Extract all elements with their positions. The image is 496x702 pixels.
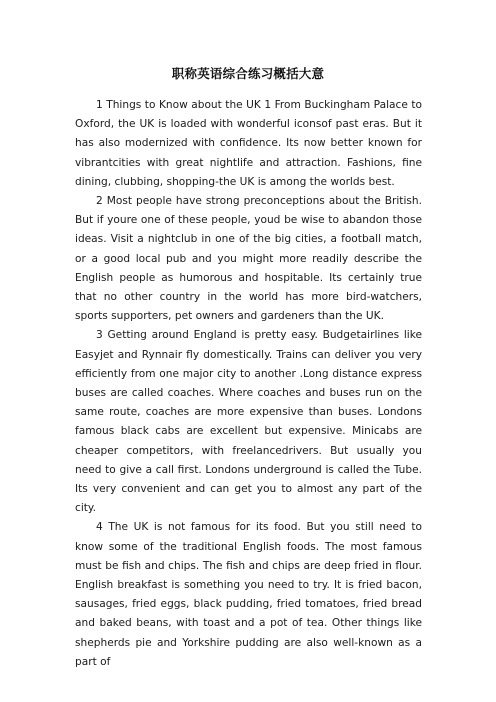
paragraph-2: 2 Most people have strong preconceptions about the British. But if youre one of these people, youd be wise to abandon those ideas. Visit a nightclub in one of the big cities, a football match, or a good local pub and you might more readily describe the English people as humorous and hospitable. Its certainly true that no other country in the world has more bird-watchers, sports supporters, pet owners and gardeners than the UK.	[75, 195, 422, 323]
paragraph-1: 1 Things to Know about the UK 1 From Buckingham Palace to Oxford, the UK is loaded with wonderful iconsof past eras. But it has also modernized with confidence. Its now better known for vibrantcities with great nightlife and attraction. Fashions, fine dining, clubbing, shopping-the UK is among the worlds best.	[75, 99, 422, 188]
paragraph-3: 3 Getting around England is pretty easy. Budgetairlines like Easyjet and Rynnair fly domestically. Trains can deliver you very efficiently from one major city to another .Long distance express buses are called coaches. Where coaches and buses run on the same route, coaches are more expensive than buses. Londons famous black cabs are excellent but expensive. Minicabs are cheaper competitors, with freelancedrivers. But usually you need to give a call first. Londons underground is called the Tube. Its very convenient and can get you to almost any part of the city.	[75, 329, 422, 515]
paragraph-4: 4 The UK is not famous for its food. But you still need to know some of the traditional English foods. The most famous must be fish and chips. The fish and chips are deep fried in flour. English breakfast is something you need to try. It is fried bacon, sausages, fried eggs, black pudding, fried tomatoes, fried bread and baked beans, with toast and a pot of tea. Other things like shepherds pie and Yorkshire pudding are also well-known as a part of	[75, 521, 422, 668]
document-body	[75, 96, 422, 672]
document-title: 职称英语综合练习概括大意	[171, 66, 325, 81]
